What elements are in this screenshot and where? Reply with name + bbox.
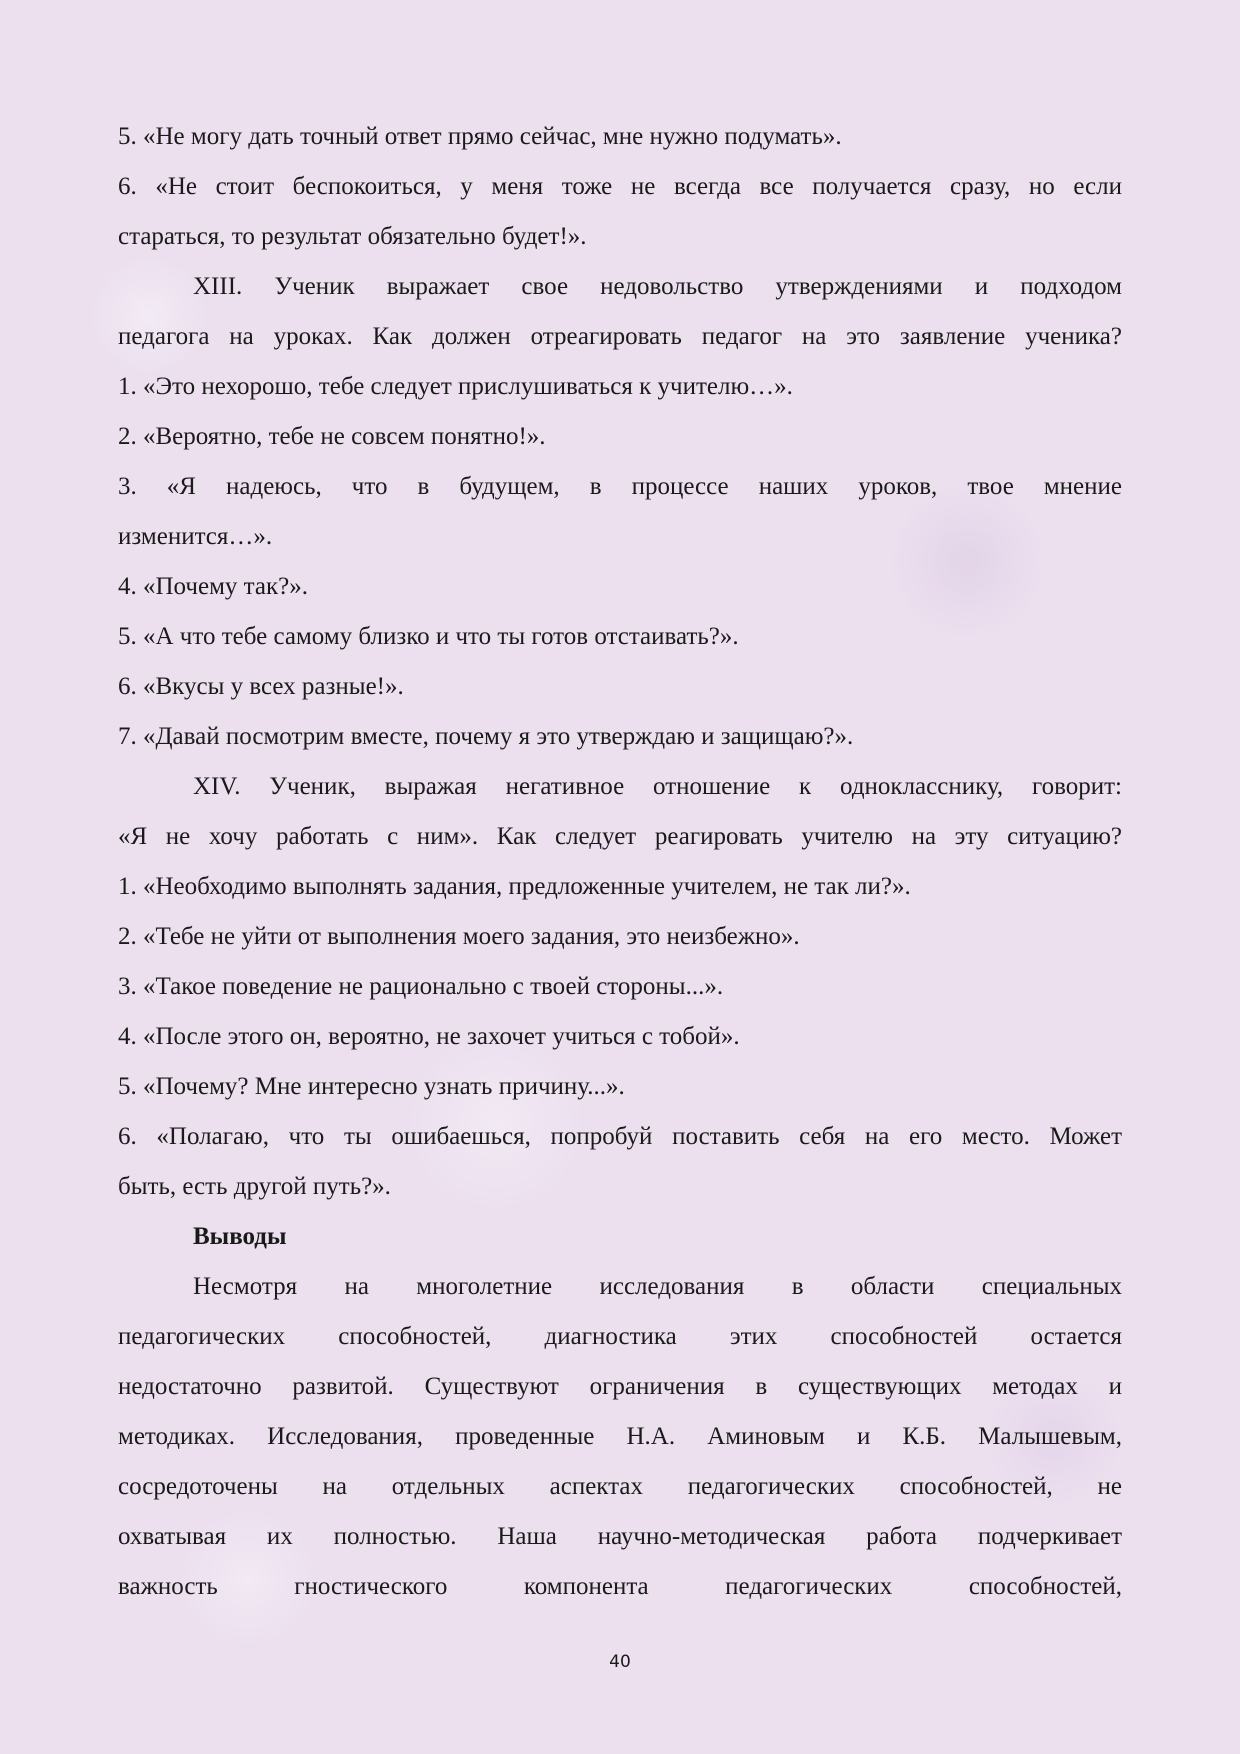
text-line: охватывая их полностью. Наша научно-методическая работа подчеркивает — [118, 1523, 1122, 1550]
text-line: 7. «Давай посмотрим вместе, почему я это утверждаю и защищаю?». — [118, 723, 854, 750]
text-line: 5. «Не могу дать точный ответ прямо сейчас, мне нужно подумать». — [118, 123, 842, 150]
text-line: педагога на уроках. Как должен отреагировать педагог на это заявление ученика? — [118, 323, 1122, 350]
text-line: 2. «Вероятно, тебе не совсем понятно!». — [118, 423, 546, 450]
document-body — [118, 112, 1122, 1612]
text-line: сосредоточены на отдельных аспектах педагогических способностей, не — [118, 1473, 1122, 1500]
text-line: 3. «Такое поведение не рационально с твоей стороны...». — [118, 973, 724, 1000]
text-line: 1. «Необходимо выполнять задания, предложенные учителем, не так ли?». — [118, 873, 911, 900]
text-line: Несмотря на многолетние исследования в области специальных — [193, 1273, 1122, 1300]
text-line: недостаточно развитой. Существуют ограничения в существующих методах и — [118, 1373, 1122, 1400]
text-line: 2. «Тебе не уйти от выполнения моего задания, это неизбежно». — [118, 923, 800, 950]
question-heading: XIII. Ученик выражает свое недовольство утверждениями и подходом — [193, 273, 1122, 300]
text-line: 6. «Вкусы у всех разные!». — [118, 673, 404, 700]
page-number: 40 — [609, 1652, 631, 1672]
text-line: 6. «Полагаю, что ты ошибаешься, попробуй поставить себя на его место. Может — [118, 1123, 1122, 1150]
text-line: 5. «А что тебе самому близко и что ты готов отстаивать?». — [118, 623, 739, 650]
text-line: 5. «Почему? Мне интересно узнать причину...». — [118, 1073, 625, 1100]
text-line: 4. «Почему так?». — [118, 573, 308, 600]
text-line: важность гностического компонента педагогических способностей, — [118, 1573, 1122, 1600]
text-line: 1. «Это нехорошо, тебе следует прислушиваться к учителю…». — [118, 373, 793, 400]
text-line: быть, есть другой путь?». — [118, 1173, 391, 1200]
text-line: 3. «Я надеюсь, что в будущем, в процессе наших уроков, твое мнение — [118, 473, 1122, 500]
text-line: 4. «После этого он, вероятно, не захочет учиться с тобой». — [118, 1023, 740, 1050]
question-heading: XIV. Ученик, выражая негативное отношение к однокласснику, говорит: — [193, 773, 1122, 800]
text-line: изменится…». — [118, 523, 273, 550]
text-line: 6. «Не стоит беспокоиться, у меня тоже не всегда все получается сразу, но если — [118, 173, 1122, 200]
section-heading: Выводы — [193, 1223, 287, 1250]
text-line: стараться, то результат обязательно будет!». — [118, 223, 587, 250]
text-line: педагогических способностей, диагностика этих способностей остается — [118, 1323, 1122, 1350]
text-line: методиках. Исследования, проведенные Н.А. Аминовым и К.Б. Малышевым, — [118, 1423, 1122, 1450]
text-line: «Я не хочу работать с ним». Как следует реагировать учителю на эту ситуацию? — [118, 823, 1122, 850]
